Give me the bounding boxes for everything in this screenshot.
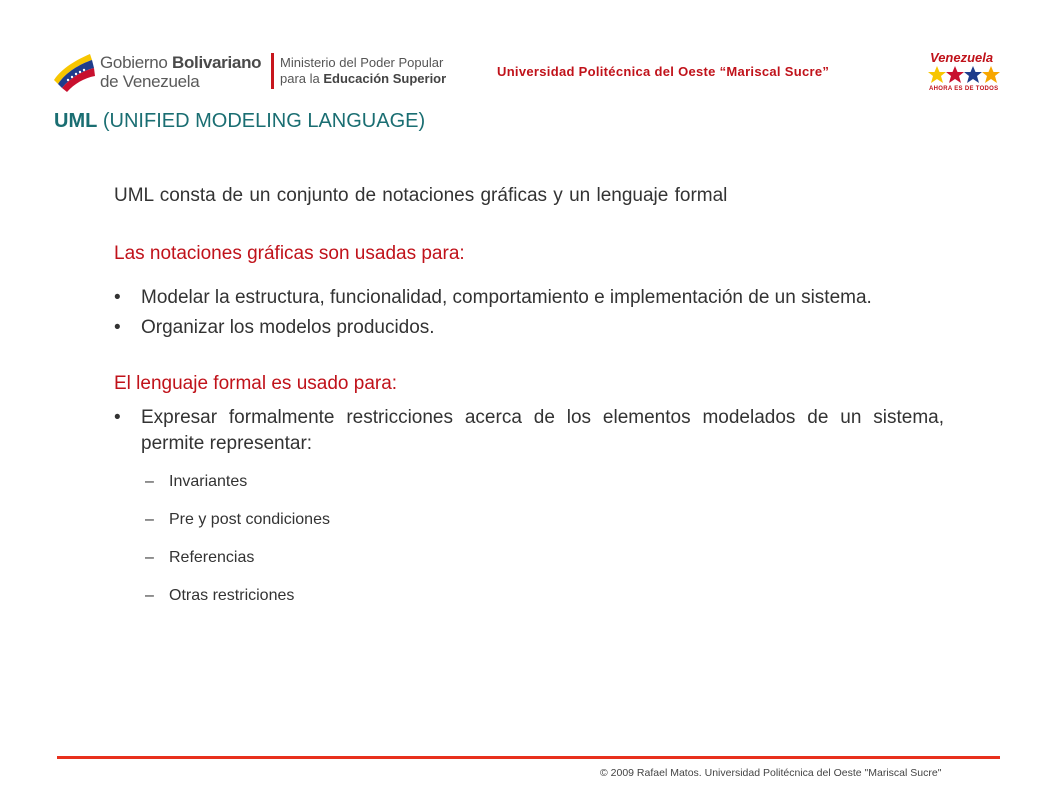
government-logo [52,48,452,98]
gov-line2: de Venezuela [100,72,200,91]
section1-heading: Las notaciones gráficas son usadas para: [114,243,465,264]
university-header: Universidad Politécnica del Oeste “Mariscal Sucre” [497,64,830,79]
dash-icon: – [145,549,154,566]
venezuela-ahora-logo [926,50,1000,98]
slide-body [114,183,944,606]
slide-title-rest: (UNIFIED MODELING LANGUAGE) [97,110,426,132]
logo-word: Venezuela [930,50,994,65]
dash-icon: – [145,473,154,490]
list-item [114,405,944,457]
bullet-icon: • [114,407,121,428]
dash-icon: – [145,511,154,528]
logo-divider [271,53,274,89]
gov-line1-light: Gobierno [100,53,172,72]
list-item [114,285,944,311]
section2-heading: El lenguaje formal es usado para: [114,373,398,394]
dash-icon: – [145,587,154,604]
gov-line1-bold: Bolivariano [171,53,262,72]
stars-figures-icon [928,65,1000,87]
bullet-text: Organizar los modelos producidos. [141,317,435,338]
sub-item-text: Invariantes [169,473,248,490]
bullet-text: Expresar formalmente restricciones acerca de los elementos modelados de un sistema, permite representar: [141,407,944,454]
slide-title-bold: UML [54,110,98,132]
ministry-name [280,55,446,87]
ministry-line2-bold: Educación Superior [323,71,447,86]
sub-item-text: Otras restriciones [169,587,295,604]
sub-list-item [114,510,944,530]
sub-list-item [114,472,944,492]
intro-text: UML consta de un conjunto de notaciones gráficas y un lenguaje formal [114,185,728,206]
slide-title [54,110,425,133]
footer-copyright: © 2009 Rafael Matos. Universidad Politécnica del Oeste "Mariscal Sucre" [600,767,942,779]
ministry-line1: Ministerio del Poder Popular [280,55,444,70]
bullet-text: Modelar la estructura, funcionalidad, comportamiento e implementación de un sistema. [141,287,872,308]
venezuela-flag-icon [52,50,96,94]
list-item [114,315,944,341]
logo-tagline: AHORA ES DE TODOS [929,86,999,92]
sub-list-item [114,586,944,606]
bullet-icon: • [114,287,121,308]
sub-item-text: Pre y post condiciones [169,511,330,528]
government-name [100,53,261,91]
sub-item-text: Referencias [169,549,255,566]
sub-list-item [114,548,944,568]
footer-divider [57,756,1000,759]
bullet-icon: • [114,317,121,338]
ministry-line2-light: para la [280,71,324,86]
